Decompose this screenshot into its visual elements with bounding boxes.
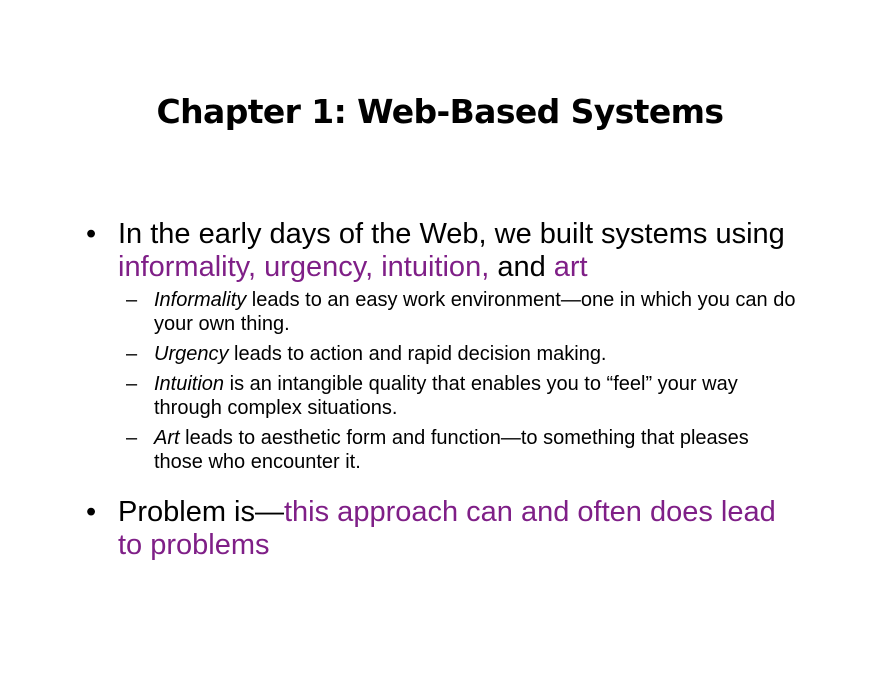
bullet-1 xyxy=(86,218,786,284)
bullet-text-accent: art xyxy=(553,251,588,283)
sub-bullet-informality xyxy=(126,288,796,336)
sub-bullet-intuition xyxy=(126,372,796,420)
sub-bullet-term: Informality xyxy=(154,289,247,311)
sub-bullet-urgency xyxy=(126,342,796,366)
sub-bullet-text: leads to aesthetic form and function—to something that pleases those who encounter it. xyxy=(154,427,749,473)
sub-bullet-term: Urgency xyxy=(154,343,229,365)
bullet-text xyxy=(118,218,786,284)
bullet-text-plain: In the early days of the Web, we built systems using xyxy=(118,218,785,250)
bullet-2 xyxy=(86,496,786,562)
bullet-text-plain: Problem is— xyxy=(118,496,284,528)
bullet-text-accent: this approach can and often does lead to problems xyxy=(118,496,776,561)
bullet-marker: • xyxy=(86,218,97,250)
bullet-text-plain: and xyxy=(489,251,554,283)
sub-bullet-text: leads to action and rapid decision making. xyxy=(228,343,607,365)
sub-bullet-art xyxy=(126,426,796,474)
bullet-marker: • xyxy=(86,496,97,528)
sub-bullet-term: Intuition xyxy=(154,373,225,395)
sub-bullet-term: Art xyxy=(154,427,180,449)
sub-bullet-list xyxy=(126,288,796,480)
sub-bullet-text: is an intangible quality that enables you to “feel” your way through complex situations. xyxy=(154,373,738,419)
bullet-text xyxy=(118,496,786,562)
sub-bullet-marker: – xyxy=(126,373,138,395)
sub-bullet-marker: – xyxy=(126,343,138,365)
sub-bullet-marker: – xyxy=(126,427,138,449)
bullet-text-accent: informality, urgency, intuition, xyxy=(118,251,490,283)
slide-title: Chapter 1: Web-Based Systems xyxy=(156,92,724,131)
sub-bullet-text: leads to an easy work environment—one in which you can do your own thing. xyxy=(154,289,796,335)
sub-bullet-marker: – xyxy=(126,289,138,311)
